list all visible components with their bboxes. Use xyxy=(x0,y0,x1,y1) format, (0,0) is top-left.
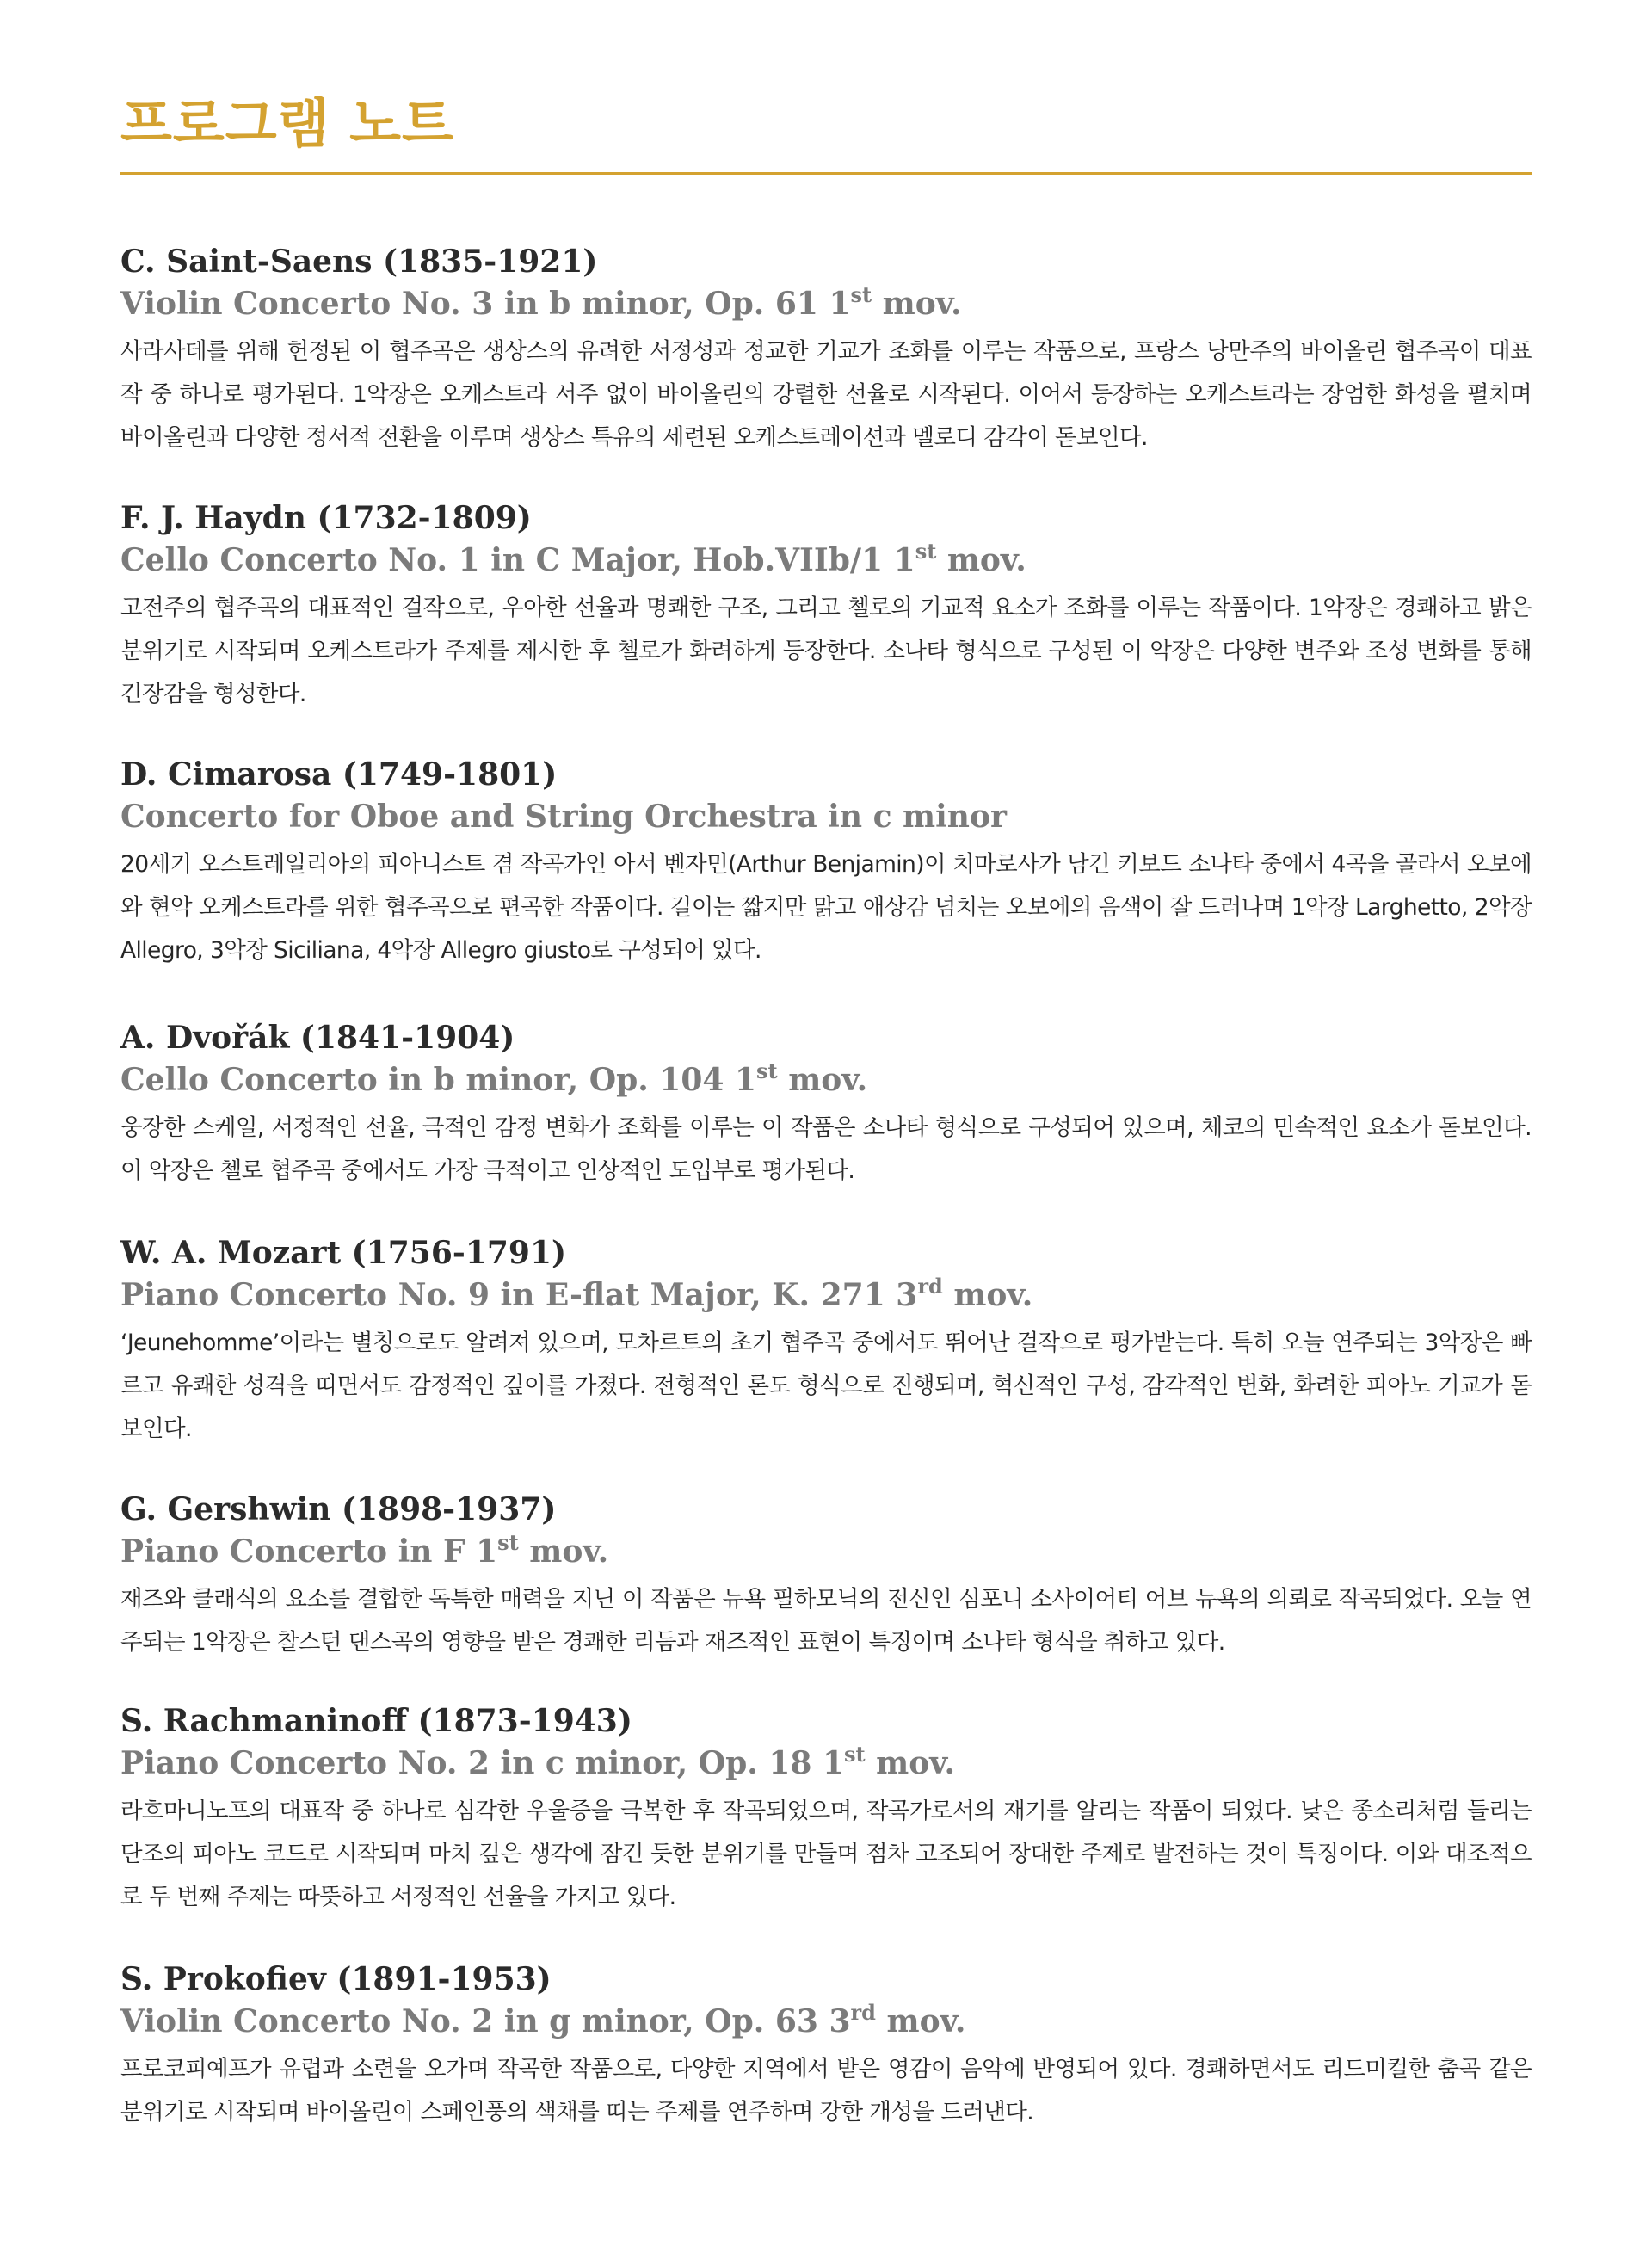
work-description: 고전주의 협주곡의 대표적인 걸작으로, 우아한 선율과 명쾌한 구조, 그리고 첼로의 기교적 요소가 조화를 이루는 작품이다. 1악장은 경쾌하고 밝은 분위기로 시작되며 오케스트라가 주제를 제시한 후 첼로가 화려하게 등장한다. 소나타 형식으로 구성된 이 악장은 다양한 변주와 조성 변화를 통해 긴장감을 형성한다. xyxy=(120,595,1532,707)
composer-name: S. Prokofiev (1891-1953) xyxy=(120,1961,552,1997)
work-description: 재즈와 클래식의 요소를 결합한 독특한 매력을 지닌 이 작품은 뉴욕 필하모닉의 전신인 심포니 소사이어티 어브 뉴욕의 의뢰로 작곡되었다. 오늘 연주되는 1악장은 찰스턴 댄스곡의 영향을 받은 경쾌한 리듬과 재즈적인 표현이 특징이며 소나타 형식을 취하고 있다. xyxy=(120,1586,1532,1656)
work-title: Piano Concerto No. 2 in c minor, Op. 18 1st mov. xyxy=(120,1742,956,1781)
program-entry-cimarosa xyxy=(120,754,1532,972)
page-title: 프로그램 노트 xyxy=(120,92,454,155)
work-title: Concerto for Oboe and String Orchestra in c minor xyxy=(120,799,1007,835)
program-entry-prokofiev xyxy=(120,1959,1532,2134)
title-divider xyxy=(120,172,1532,175)
program-entry-saint-saens xyxy=(120,241,1532,460)
work-description: 프로코피예프가 유럽과 소련을 오가며 작곡한 작품으로, 다양한 지역에서 받은 영감이 음악에 반영되어 있다. 경쾌하면서도 리드미컬한 춤곡 같은 분위기로 시작되며 바이올린이 스페인풍의 색채를 띠는 주제를 연주하며 강한 개성을 드러낸다. xyxy=(120,2056,1532,2126)
program-entry-haydn xyxy=(120,497,1532,716)
work-title: Cello Concerto in b minor, Op. 104 1st mov. xyxy=(120,1058,868,1098)
work-title: Piano Concerto No. 9 in E-flat Major, K. 271 3rd mov. xyxy=(120,1274,1033,1313)
program-entry-mozart xyxy=(120,1232,1532,1451)
work-description: 라흐마니노프의 대표작 중 하나로 심각한 우울증을 극복한 후 작곡되었으며, 작곡가로서의 재기를 알리는 작품이 되었다. 낮은 종소리처럼 들리는 단조의 피아노 코드로 시작되며 마치 깊은 생각에 잠긴 듯한 분위기를 만들며 점차 고조되어 장대한 주제로 발전하는 것이 특징이다. 이와 대조적으로 두 번째 주제는 따뜻하고 서정적인 선율을 가지고 있다. xyxy=(120,1798,1532,1910)
work-description: 웅장한 스케일, 서정적인 선율, 극적인 감정 변화가 조화를 이루는 이 작품은 소나타 형식으로 구성되어 있으며, 체코의 민속적인 요소가 돋보인다. 이 악장은 첼로 협주곡 중에서도 가장 극적이고 인상적인 도입부로 평가된다. xyxy=(120,1114,1532,1184)
composer-name: G. Gershwin (1898-1937) xyxy=(120,1491,557,1527)
work-title: Piano Concerto in F 1st mov. xyxy=(120,1530,609,1570)
work-description: 사라사테를 위해 헌정된 이 협주곡은 생상스의 유려한 서정성과 정교한 기교가 조화를 이루는 작품으로, 프랑스 낭만주의 바이올린 협주곡이 대표작 중 하나로 평가된다. 1악장은 오케스트라 서주 없이 바이올린의 강렬한 선율로 시작된다. 이어서 등장하는 오케스트라는 장엄한 화성을 펼치며 바이올린과 다양한 정서적 전환을 이루며 생상스 특유의 세련된 오케스트레이션과 멜로디 감각이 돋보인다. xyxy=(120,338,1532,451)
composer-name: W. A. Mozart (1756-1791) xyxy=(120,1235,567,1271)
composer-name: D. Cimarosa (1749-1801) xyxy=(120,756,558,793)
program-entry-dvorak xyxy=(120,1017,1532,1193)
composer-name: S. Rachmaninoff (1873-1943) xyxy=(120,1703,632,1739)
composer-name: F. J. Haydn (1732-1809) xyxy=(120,500,532,536)
composer-name: C. Saint-Saens (1835-1921) xyxy=(120,244,598,280)
program-entry-rachmaninoff xyxy=(120,1700,1532,1919)
work-description: 20세기 오스트레일리아의 피아니스트 겸 작곡가인 아서 벤자민(Arthur Benjamin)이 치마로사가 남긴 키보드 소나타 중에서 4곡을 골라서 오보에와 현악 오케스트라를 위한 협주곡으로 편곡한 작품이다. 길이는 짧지만 맑고 애상감 넘치는 오보에의 음색이 잘 드러나며 1악장 Larghetto, 2악장 Allegro, 3악장 Siciliana, 4악장 Allegro giusto로 구성되어 있다. xyxy=(120,851,1532,964)
composer-name: A. Dvořák (1841-1904) xyxy=(120,1020,515,1056)
work-title: Violin Concerto No. 3 in b minor, Op. 61 1st mov. xyxy=(120,282,962,322)
work-title: Cello Concerto No. 1 in C Major, Hob.VIIb/1 1st mov. xyxy=(120,539,1026,578)
program-entry-gershwin xyxy=(120,1489,1532,1664)
work-description: ‘Jeunehomme’이라는 별칭으로도 알려져 있으며, 모차르트의 초기 협주곡 중에서도 뛰어난 걸작으로 평가받는다. 특히 오늘 연주되는 3악장은 빠르고 유쾌한 성격을 띠면서도 감정적인 깊이를 가졌다. 전형적인 론도 형식으로 진행되며, 혁신적인 구성, 감각적인 변화, 화려한 피아노 기교가 돋보인다. xyxy=(120,1330,1532,1442)
work-title: Violin Concerto No. 2 in g minor, Op. 63 3rd mov. xyxy=(120,2000,966,2039)
